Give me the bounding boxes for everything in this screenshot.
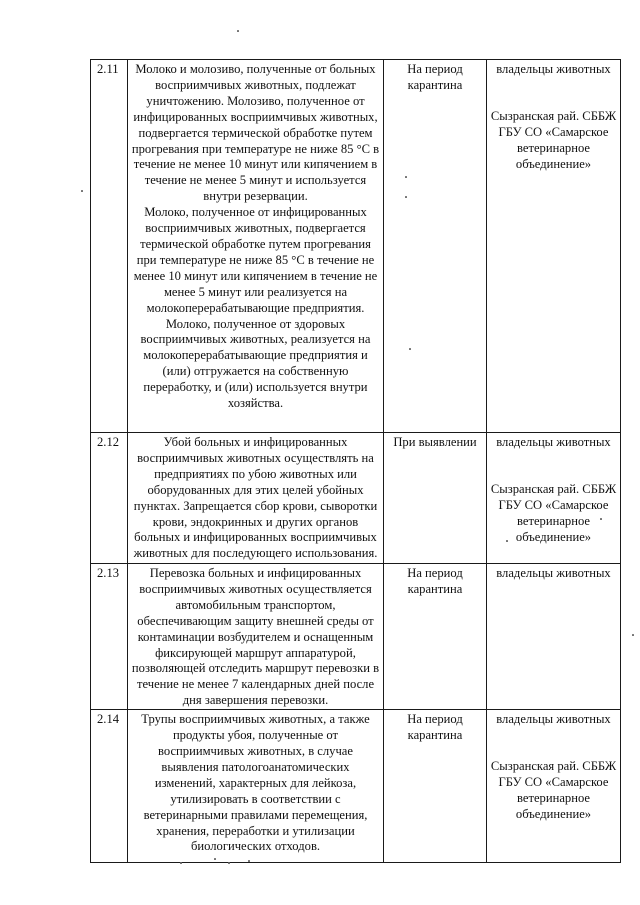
term: На период карантина xyxy=(384,60,487,433)
term: На период карантина xyxy=(384,564,487,710)
responsible-party: владельцы животных xyxy=(496,435,611,449)
table-row xyxy=(91,433,621,564)
measure-description xyxy=(128,564,384,710)
scan-speck xyxy=(506,540,508,542)
table-row xyxy=(91,710,621,863)
measure-description xyxy=(128,433,384,564)
term: При выявлении xyxy=(384,433,487,564)
responsible-party: владельцы животных xyxy=(496,712,611,727)
item-number: 2.12 xyxy=(91,433,128,564)
responsible xyxy=(487,60,621,433)
measure-description xyxy=(128,710,384,863)
scan-speck xyxy=(237,30,239,32)
scan-speck xyxy=(405,176,407,178)
responsible-party: Сызранская рай. СББЖ ГБУ СО «Самарское ветеринарное объединение» xyxy=(490,759,617,821)
scan-speck xyxy=(632,634,634,636)
scan-speck xyxy=(228,862,230,864)
scan-speck xyxy=(409,348,411,350)
responsible xyxy=(487,710,621,863)
paragraph: Молоко, полученное от здоровых восприимчивых животных, реализуется на молокоперерабатывающие предприятия и (или) отгружается на собственную переработку, и (или) используется внутри хозяйства. xyxy=(140,316,371,411)
responsible xyxy=(487,564,621,710)
item-number: 2.11 xyxy=(91,60,128,433)
item-number: 2.14 xyxy=(91,710,128,863)
responsible xyxy=(487,433,621,564)
paragraph: Молоко, полученное от инфицированных восприимчивых животных, подвергается термической обработке путем прогревания при температуре не ниже 85 °С в течение не менее 10 минут или кипячением в течение не менее 5 минут или реализуется на молокоперерабатывающие предприятия. xyxy=(133,205,378,315)
table-row xyxy=(91,564,621,710)
measures-table xyxy=(90,59,621,863)
item-number: 2.13 xyxy=(91,564,128,710)
scan-speck xyxy=(248,860,250,862)
table-row xyxy=(91,60,621,433)
measure-description xyxy=(128,60,384,433)
responsible-party: Сызранская рай. СББЖ ГБУ СО «Самарское ветеринарное объединение» xyxy=(490,108,617,171)
paragraph: Перевозка больных и инфицированных восприимчивых животных осуществляется автомобильным транспортом, обеспечивающим защиту внешней среды от контаминации возбудителем и оснащенным фиксирующей маршрут аппаратурой, позволяющей отследить маршрут перевозки в течение не менее 7 календарных дней после дня завершения перевозки. xyxy=(131,566,380,708)
term: На период карантина xyxy=(384,710,487,863)
responsible-party: владельцы животных xyxy=(496,62,611,76)
responsible-party: Сызранская рай. СББЖ ГБУ СО «Самарское ветеринарное объединение» xyxy=(490,481,617,544)
paragraph: Молоко и молозиво, полученные от больных восприимчивых животных, подлежат уничтожению. Молозиво, полученное от инфицированных восприимчивых животных, подвергается термической обработке путем прогревания при температуре не ниже 85 °С в течение не менее 10 минут или кипячением в течение не менее 5 минут и используется внутри резервации. xyxy=(131,62,380,204)
scan-speck xyxy=(180,862,182,864)
scan-speck xyxy=(600,518,602,520)
responsible-party: владельцы животных xyxy=(496,566,611,580)
scan-speck xyxy=(214,858,216,860)
scan-speck xyxy=(81,190,83,192)
paragraph: Трупы восприимчивых животных, а также продукты убоя, полученные от восприимчивых животных, в случае выявления патологоанатомических изменений, характерных для лейкоза, утилизировать в соответствии с ветеринарными правилами перемещения, хранения, переработки и утилизации биологических отходов. xyxy=(141,712,370,854)
scan-speck xyxy=(405,196,407,198)
paragraph: Убой больных и инфицированных восприимчивых животных осуществлять на предприятиях по убою животных или оборудованных для этих целей убойных пунктах. Запрещается сбор крови, сыворотки крови, эндокринных и других органов больных и инфицированных восприимчивых животных для последующего использования. xyxy=(133,435,378,561)
